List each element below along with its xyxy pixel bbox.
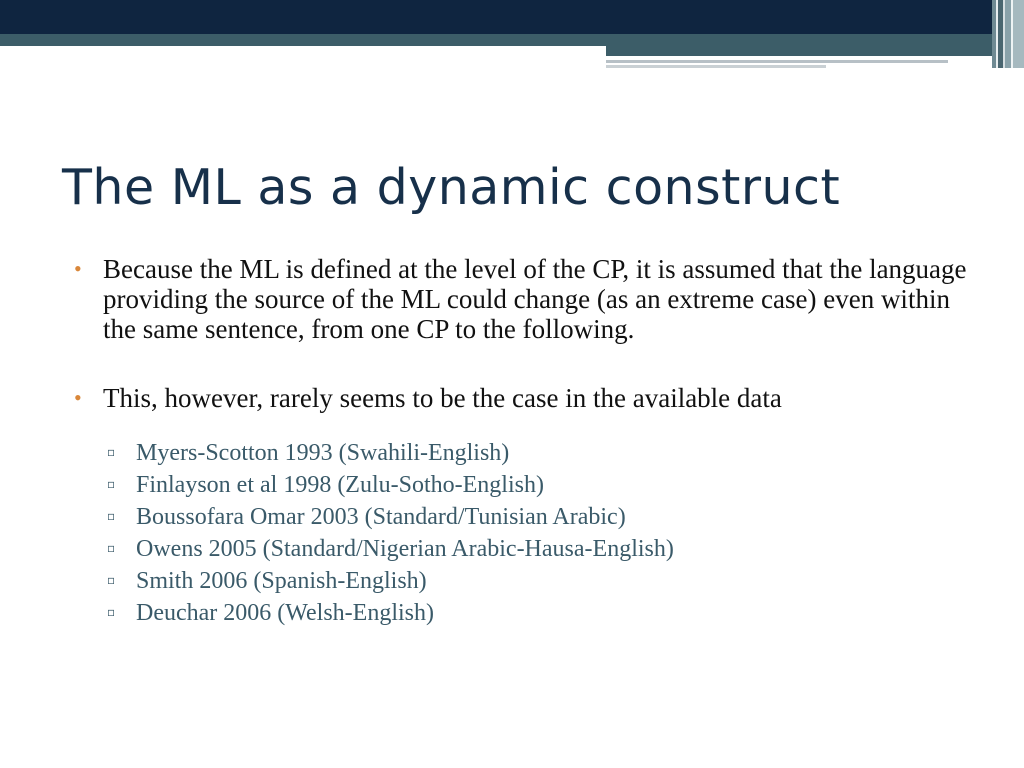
square-bullet-icon: ▫ (107, 445, 116, 459)
bullet-item (74, 383, 984, 413)
bullet-text: Because the ML is defined at the level of the CP, it is assumed that the language providing the source of the ML could change (as an extreme case) even within the same sentence, from one CP to the following. (103, 254, 967, 344)
header-accent-line-2 (606, 65, 826, 68)
reference-text: Boussofara Omar 2003 (Standard/Tunisian Arabic) (136, 504, 626, 530)
reference-item (107, 469, 984, 501)
reference-text: Smith 2006 (Spanish-English) (136, 568, 427, 594)
reference-item (107, 501, 984, 533)
header-accent-line (606, 60, 948, 63)
square-bullet-icon: ▫ (107, 477, 116, 491)
square-bullet-icon: ▫ (107, 573, 116, 587)
reference-list (74, 437, 984, 629)
round-bullet-icon: • (74, 385, 82, 410)
reference-item (107, 437, 984, 469)
reference-item (107, 533, 984, 565)
square-bullet-icon: ▫ (107, 541, 116, 555)
reference-item (107, 597, 984, 629)
header-bar-navy (0, 0, 1024, 34)
reference-item (107, 565, 984, 597)
slide-body (74, 254, 984, 629)
square-bullet-icon: ▫ (107, 509, 116, 523)
reference-text: Owens 2005 (Standard/Nigerian Arabic-Hausa-English) (136, 536, 674, 562)
reference-text: Deuchar 2006 (Welsh-English) (136, 600, 434, 626)
round-bullet-icon: • (74, 256, 82, 281)
reference-text: Myers-Scotton 1993 (Swahili-English) (136, 440, 510, 466)
square-bullet-icon: ▫ (107, 605, 116, 619)
reference-text: Finlayson et al 1998 (Zulu-Sotho-English) (136, 472, 544, 498)
header-stripes-decoration (992, 0, 1024, 68)
bullet-text: This, however, rarely seems to be the case in the available data (103, 383, 782, 413)
bullet-item (74, 254, 984, 344)
header-bar-teal (0, 34, 1024, 46)
header-bar-teal-right (606, 46, 1024, 56)
slide-title: The ML as a dynamic construct (62, 159, 841, 216)
